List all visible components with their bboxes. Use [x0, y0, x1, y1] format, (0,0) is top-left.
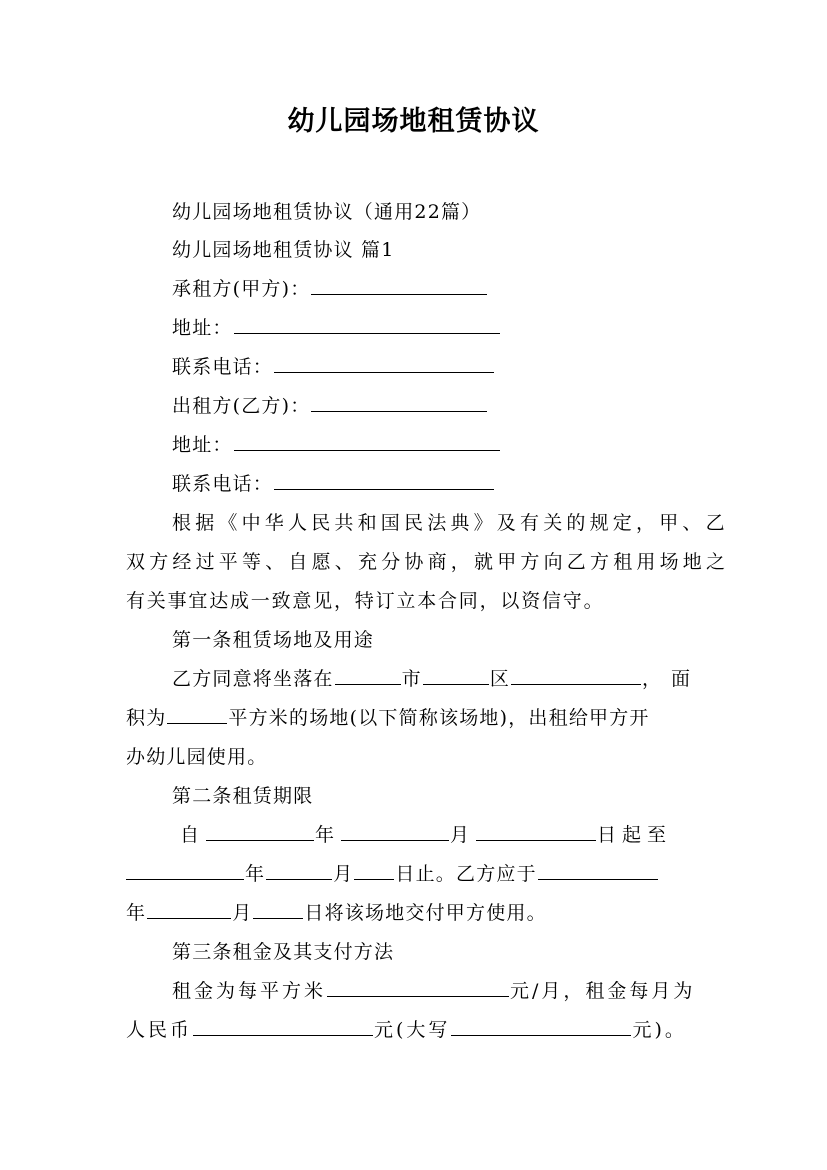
district-label: 区: [489, 668, 511, 690]
lessor-phone-label: 联系电话：: [172, 473, 274, 495]
start-year-blank: [206, 823, 314, 841]
lessee-name-blank: [311, 277, 487, 295]
article-2-text: 月: [333, 863, 354, 885]
lessee-phone-label: 联系电话：: [172, 356, 274, 378]
city-blank: [335, 667, 401, 685]
monthly-rent-uppercase-blank: [451, 1018, 631, 1036]
article-2-text: 年: [126, 902, 147, 924]
article-3-text: 元(大写: [374, 1019, 451, 1041]
article-1-line-2: [126, 705, 650, 731]
start-day-blank: [476, 823, 596, 841]
lessor-address-blank: [234, 433, 500, 451]
monthly-rent-blank: [193, 1018, 373, 1036]
intro-line-3: 有关事宜达成一致意见，特订立本合同，以资信守。: [126, 590, 605, 612]
article-2-text: 月: [232, 902, 253, 924]
article-3-line-2: [126, 1017, 687, 1043]
intro-line-1: 根据《中华人民共和国民法典》及有关的规定，甲、乙: [172, 512, 729, 534]
article-1-text: ，面: [642, 668, 701, 690]
lessee-address-blank: [234, 316, 500, 334]
document-subtitle: 幼儿园场地租赁协议（通用22篇）: [172, 201, 482, 223]
end-year-blank: [126, 862, 244, 880]
article-3-heading: 第三条租金及其支付方法: [172, 941, 395, 963]
article-2-text: 日起至: [597, 824, 673, 846]
article-1-text: 平方米的场地(以下简称该场地)，出租给甲方开: [228, 707, 650, 729]
article-1-line-3: 办幼儿园使用。: [126, 746, 268, 768]
handover-month-blank: [147, 901, 231, 919]
handover-year-blank: [538, 862, 658, 880]
article-1-heading: 第一条租赁场地及用途: [172, 629, 375, 651]
handover-day-blank: [253, 901, 303, 919]
lessee-row: [172, 276, 488, 302]
lessee-phone-row: [172, 354, 495, 380]
article-3-text: 租金为每平方米: [172, 980, 327, 1002]
article-1-text: 乙方同意将坐落在: [172, 668, 334, 690]
lessor-address-label: 地址：: [172, 434, 233, 456]
city-label: 市: [401, 668, 422, 690]
article-3-text: 元)。: [632, 1019, 687, 1041]
lessee-address-label: 地址：: [172, 317, 233, 339]
article-2-text: 日将该场地交付甲方使用。: [304, 902, 547, 924]
lessee-address-row: [172, 315, 501, 341]
article-3-text: 人民币: [126, 1019, 193, 1041]
end-month-blank: [266, 862, 332, 880]
article-2-text: 年: [245, 863, 266, 885]
lessor-name-blank: [311, 394, 487, 412]
lessor-row: [172, 393, 488, 419]
article-2-text: 年: [315, 824, 341, 846]
article-2-text: 自: [180, 824, 206, 846]
location-blank: [511, 667, 641, 685]
document-title: 幼儿园场地租赁协议: [287, 106, 540, 137]
article-1-line-1: [172, 666, 700, 692]
article-1-text: 积为: [126, 707, 167, 729]
article-2-text: 日止。乙方应于: [395, 863, 537, 885]
lessee-phone-blank: [274, 355, 494, 373]
area-blank: [167, 706, 227, 724]
article-3-line-1: [172, 978, 695, 1004]
lessor-phone-blank: [274, 472, 494, 490]
intro-line-2: 双方经过平等、自愿、充分协商，就甲方向乙方租用场地之: [126, 551, 730, 573]
article-3-text: 元/月，租金每月为: [510, 980, 696, 1002]
lessee-label: 承租方(甲方)：: [172, 278, 311, 300]
start-month-blank: [341, 823, 449, 841]
lessor-address-row: [172, 432, 501, 458]
article-2-line-3: [126, 900, 547, 926]
lessor-phone-row: [172, 471, 495, 497]
article-2-text: 月: [450, 824, 476, 846]
rent-per-sqm-blank: [327, 979, 509, 997]
lessor-label: 出租方(乙方)：: [172, 395, 311, 417]
part-heading: 幼儿园场地租赁协议 篇1: [172, 239, 395, 261]
article-2-line-1: [180, 822, 672, 848]
district-blank: [423, 667, 489, 685]
article-2-line-2: [126, 861, 659, 887]
end-day-blank: [354, 862, 394, 880]
article-2-heading: 第二条租赁期限: [172, 785, 314, 807]
